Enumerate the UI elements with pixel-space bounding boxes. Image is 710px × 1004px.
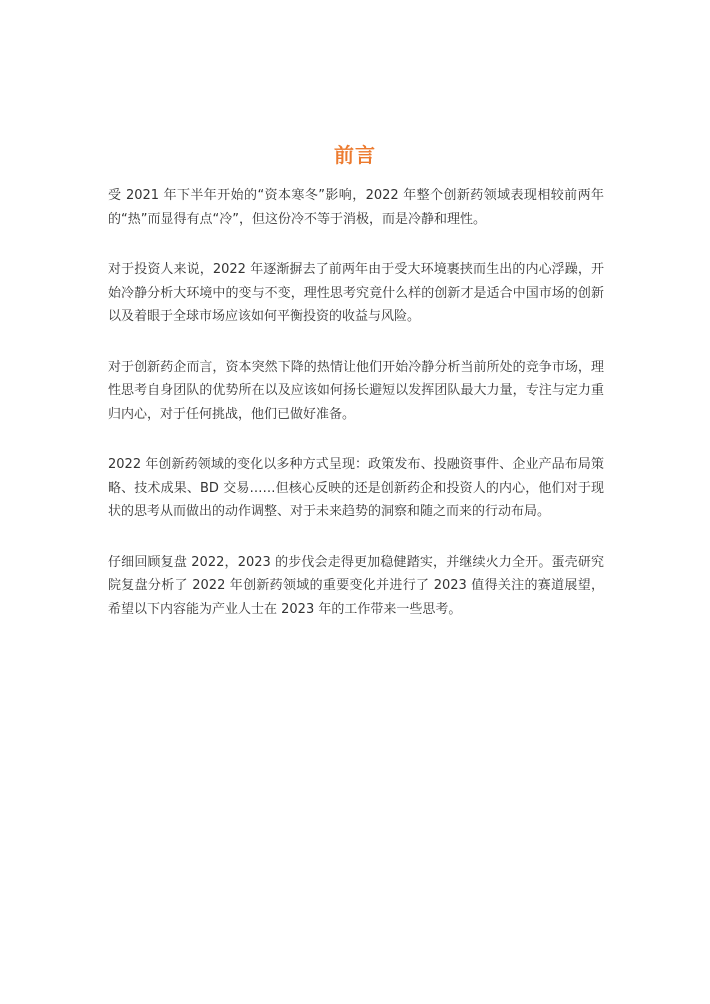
paragraph-3: 对于创新药企而言，资本突然下降的热情让他们开始冷静分析当前所处的竞争市场，理性思考自身团队的优势所在以及应该如何扬长避短以发挥团队最大力量，专注与定力重归内心，对于任何挑战，他们已做好准备。 (108, 359, 604, 422)
page-title: 前言 (334, 143, 376, 168)
preface-body (108, 184, 604, 648)
paragraph-2: 对于投资人来说，2022 年逐渐摒去了前两年由于受大环境裹挟而生出的内心浮躁，开始冷静分析大环境中的变与不变，理性思考究竟什么样的创新才是适合中国市场的创新以及着眼于全球市场应该如何平衡投资的收益与风险。 (108, 262, 604, 324)
paragraph-4: 2022 年创新药领域的变化以多种方式呈现：政策发布、投融资事件、企业产品布局策略、技术成果、BD 交易……但核心反映的还是创新药企和投资人的内心，他们对于现状的思考从而做出的动作调整、对于未来趋势的洞察和随之而来的行动布局。 (108, 457, 604, 519)
paragraph-1: 受 2021 年下半年开始的“资本寒冬”影响，2022 年整个创新药领域表现相较前两年的“热”而显得有点“冷”，但这份冷不等于消极，而是冷静和理性。 (108, 188, 604, 227)
paragraph-5: 仔细回顾复盘 2022，2023 的步伐会走得更加稳健踏实，并继续火力全开。蛋壳研究院复盘分析了 2022 年创新药领域的重要变化并进行了 2023 值得关注的赛道展望，希望以下内容能为产业人士在 2023 年的工作带来一些思考。 (108, 554, 604, 617)
